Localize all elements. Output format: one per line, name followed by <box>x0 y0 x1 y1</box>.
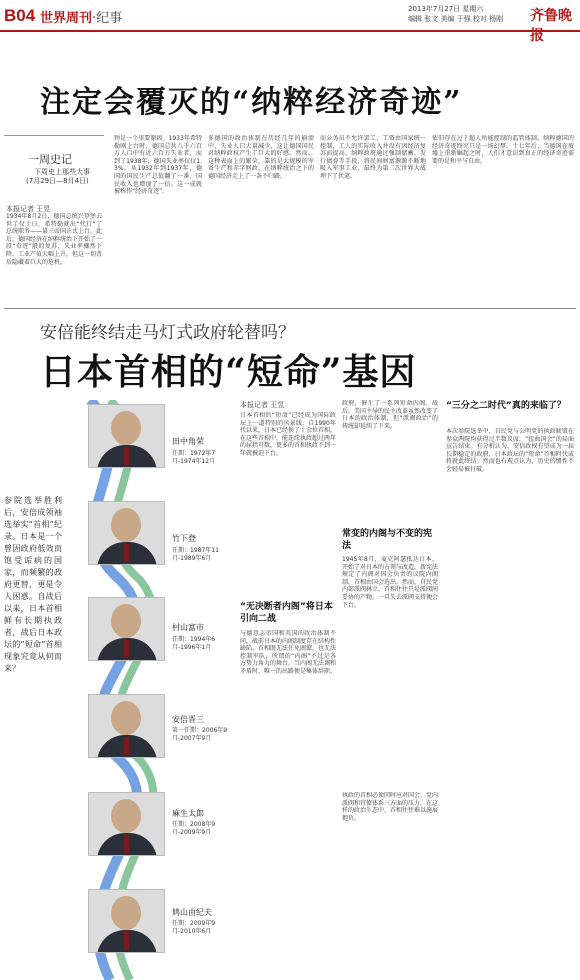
mid-body-2: 与德意志帝国和英国的政治体制不同，战前日本的内阁制度存在结构性缺陷。首相既无法任免阁僚，也无法控制军队，所谓的“内阁”不过是各方势力角力的舞台。当内阁无法调和矛盾时，唯一的出路便是集体辞职。 <box>240 630 336 675</box>
subsection-name: ·纪事 <box>92 11 123 26</box>
pm-name: 田中角荣 <box>172 437 204 446</box>
pm-term: 任期：1972年7月-1974年12月 <box>172 450 216 465</box>
top-col-4: 而公务员不允许罢工，工资由国家统一控制，工人的实际收入并没有因经济复苏而提高。纳粹政府通过强制储蓄、发行债券等手段，将民间财富源源不断地吸入军事工业，最终为第二次世界大战埋下了伏笔。 <box>320 135 426 180</box>
header-meta <box>408 4 503 24</box>
issue-date: 2013年7月27日 星期六 <box>408 5 484 13</box>
pm-term: 任期：2009年9月-2010年6月 <box>172 920 216 935</box>
portrait-hatoyama <box>88 889 165 953</box>
mid-intro-column: 参院选举胜利后，安倍成领袖选举实“首相”纪录。日本是一个曾因政府低效而饱受诟病的国家，而频繁的政府更替，更是令人困惑。自战后以来，日本首相鲜有长期执政者，战后日本政坛的“短命”首相现象究竟从何而来？ <box>4 496 62 673</box>
top-byline: 本报记者 王昱 <box>6 205 51 213</box>
mid-body-6: 本次参院选举中，自民党与公明党的执政联盟在参众两院均获得过半数议席，“扭曲国会”的局面宣告结束。有分析认为，安倍政权有望成为一届长期稳定的政府，日本政坛的“短命”首相时代或将就此终结。然而也有观点认为，历史的惯性不会轻易被打破。 <box>446 428 574 473</box>
editors-line: 编辑 张文 美编 于强 校对 杨刚 <box>408 15 504 23</box>
mid-body-5: 执政的首相必须同时应对国会、党内派阀和官僚体系三方面的压力。在这样的政治生态中，首相往往难以施展抱负。 <box>342 792 438 822</box>
pm-name: 竹下登 <box>172 534 196 543</box>
pm-term: 任期：1994年6月-1996年1月 <box>172 636 216 651</box>
newspaper-logo: 齐鲁晚报 <box>530 8 572 44</box>
pm-name: 村山富市 <box>172 623 204 632</box>
mid-pre-title: 安倍能终结走马灯式政府轮替吗？ <box>40 323 295 343</box>
pm-name: 麻生太郎 <box>172 809 204 818</box>
top-col-3: 多德国的政治体制在历经几年的崩溃中，失业人口大量减少，这让德国国民对纳粹政权产生了巨大的好感。然而，这种表面上的繁荣，靠的是大规模的军备生产和赤字财政，在纳粹统治之下的德国经济走上了一条不归路。 <box>208 135 314 180</box>
portrait-abe <box>88 694 165 758</box>
portrait-takeshita <box>88 501 165 565</box>
pm-term: 任期：2008年9月-2009年9月 <box>172 821 216 836</box>
mid-body-4: 1945年8月，麦克阿瑟抵达日本，开始了对日本的占领与改造。新宪法规定了内阁对国会负责的议院内阁制，首相由国会选出。然而，自民党内部派阀林立，首相往往只是派阀间妥协的产物，一旦失去派阀支持便会下台。 <box>342 556 438 609</box>
column-box-title: 一周史记 <box>28 153 72 166</box>
section-title <box>40 7 122 26</box>
mid-byline: 本报记者 王昱 <box>240 401 285 409</box>
top-col-1: 1934年8月2日，德国总统兴登堡去世了仅十日，希特勒就出“代行”了总统职务——第三帝国正式上台。此后，德国经济在纳粹统治下开始了一段“奇迹”般的复苏，失业率骤然下降，工业产值大幅上升，但这一切背后隐藏着巨大的危机。 <box>6 213 102 266</box>
top-col-2: 物是一个重要原因。1933年希特勒刚上台时，德国总共八千六百万人口中有近六百万失业者，而到了1938年，德国失业率仅仅1.3%。从1932年到1937年，德国的国民生产总值翻了一番，国民收入也增加了一倍。这一成就被称作“经济奇迹”。 <box>114 135 202 196</box>
subhead-3: “三分之二时代”真的来临了？ <box>446 401 566 411</box>
section-name: 世界周刊 <box>40 11 93 26</box>
page-number: B04 <box>4 6 36 25</box>
pm-name: 安倍晋三 <box>172 715 204 724</box>
pm-term: 第一任期：2006年9月-2007年9月 <box>172 727 228 742</box>
portrait-murayama <box>88 597 165 661</box>
mid-body-3: 政府，催生了一系列短命内阁。战后，美国主导的民主改革虽然改变了日本的政治体制，但“派阀政治”的传统却延续了下来。 <box>342 400 438 430</box>
top-col-5: 依旧存在过于超人所能控制的监管体制，纳粹德国的经济奇迹终究只是一场幻梦。十七年后，当德国在废墟上重新崛起之时，人们才意识到真正的经济奇迹需要的是和平与自由。 <box>432 135 574 165</box>
column-box-subtitle: 下周史上那些大事 <box>34 168 90 176</box>
subhead-1: “无决断者内阁”将日本引向二战 <box>240 602 333 624</box>
top-headline: 注定会覆灭的“纳粹经济奇迹” <box>40 85 463 120</box>
portrait-aso <box>88 792 165 856</box>
mid-body-1: 日本首相的“短命”已经成为国际政坛上一道特别的风景线。自1990年代以来，日本已经换了十余位首相。在这些首相中，能连续执政超过两年的屈指可数，更多的首相执政不到一年就被迫下台。 <box>240 412 336 457</box>
portrait-tanaka <box>88 404 165 468</box>
subhead-2: 常变的内阁与不变的宪法 <box>342 529 433 551</box>
pm-term: 任期：1987年11月-1989年6月 <box>172 547 219 562</box>
column-box-date: (7月29日—8月4日) <box>26 177 89 185</box>
pm-name: 鸠山由纪夫 <box>172 908 212 917</box>
section-divider <box>4 308 576 309</box>
mid-headline: 日本首相的“短命”基因 <box>40 351 417 393</box>
